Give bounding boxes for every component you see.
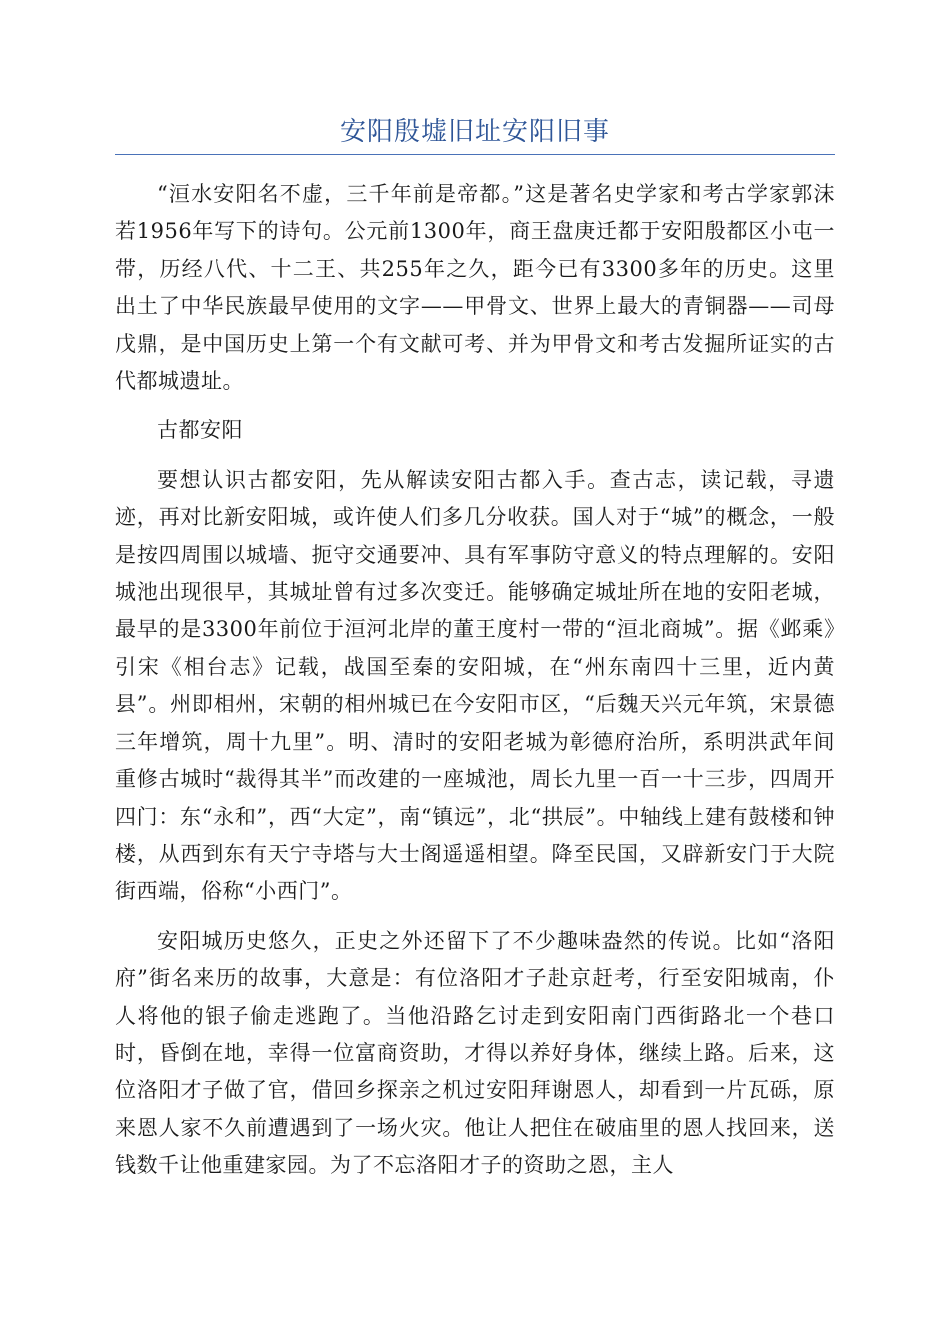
document-title: 安阳殷墟旧址安阳旧事 <box>339 117 610 147</box>
document-body <box>115 176 835 1197</box>
paragraph-ancient-capital: 要想认识古都安阳，先从解读安阳古都入手。查古志，读记载，寻遗迹，再对比新安阳城，或许使人们多几分收获。国人对于“城”的概念，一般是按四周围以城墙、扼守交通要冲、具有军事防守意义的特点理解的。安阳城池出现很早，其城址曾有过多次变迁。能够确定城址所在地的安阳老城，最早的是3300年前位于洹河北岸的董王度村一带的“洹北商城”。据《邺乘》引宋《相台志》记载，战国至秦的安阳城，在“州东南四十三里，近内黄县”。州即相州，宋朝的相州城已在今安阳市区，“后魏天兴元年筑，宋景德三年增筑，周十九里”。明、清时的安阳老城为彰德府治所，系明洪武年间重修古城时“裁得其半”而改建的一座城池，周长九里一百一十三步，四周开四门：东“永和”，西“大定”，南“镇远”，北“拱辰”。中轴线上建有鼓楼和钟楼，从西到东有天宁寺塔与大士阁遥遥相望。降至民国，又辟新安门于大院街西端，俗称“小西门”。 <box>115 467 835 904</box>
paragraph-legend: 安阳城历史悠久，正史之外还留下了不少趣味盎然的传说。比如“洛阳府”街名来历的故事，大意是：有位洛阳才子赴京赶考，行至安阳城南，仆人将他的银子偷走逃跑了。当他沿路乞讨走到安阳南门西街路北一个巷口时，昏倒在地，幸得一位富商资助，才得以养好身体，继续上路。后来，这位洛阳才子做了官，借回乡探亲之机过安阳拜谢恩人，却看到一片瓦砾，原来恩人家不久前遭遇到了一场火灾。他让人把住在破庙里的恩人找回来，送钱数千让他重建家园。为了不忘洛阳才子的资助之恩，主人 <box>115 928 835 1178</box>
title-underline <box>115 154 835 155</box>
paragraph-intro: “洹水安阳名不虚，三千年前是帝都。”这是著名史学家和考古学家郭沫若1956年写下的诗句。公元前1300年，商王盘庚迁都于安阳殷都区小屯一带，历经八代、十二王、共255年之久，距今已有3300多年的历史。这里出土了中华民族最早使用的文字——甲骨文、世界上最大的青铜器——司母戊鼎，是中国历史上第一个有文献可考、并为甲骨文和考古发掘所证实的古代都城遗址。 <box>115 182 835 394</box>
section-heading: 古都安阳 <box>157 418 243 443</box>
